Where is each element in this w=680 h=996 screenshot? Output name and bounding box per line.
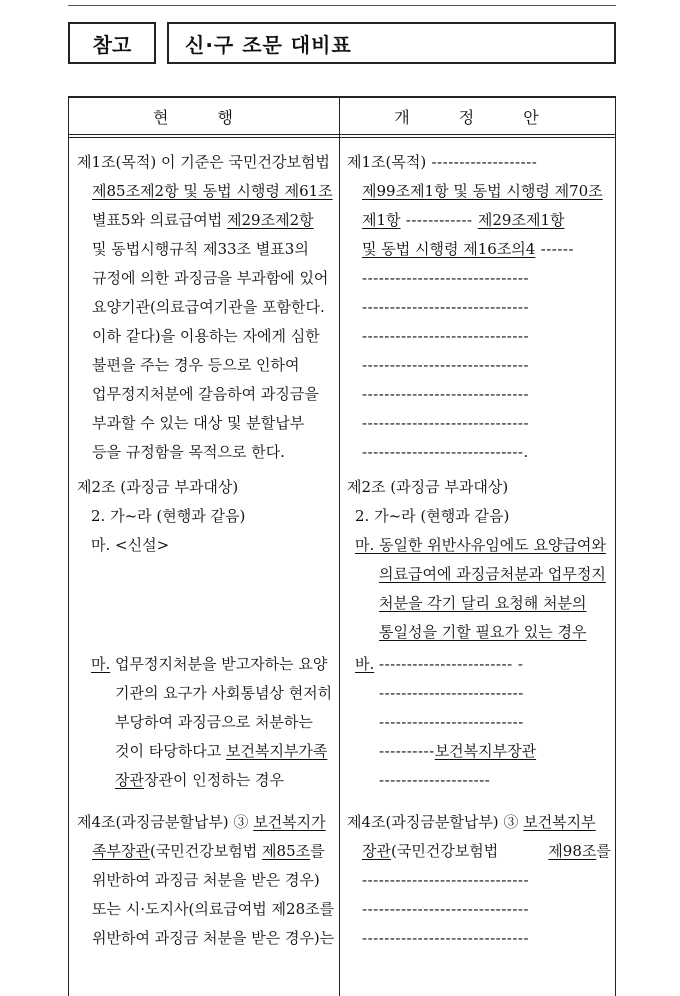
- revised-text-line: 제1조(목적) -------------------: [347, 153, 538, 171]
- column-header-current: 현 행: [153, 107, 255, 127]
- reference-label: 참고: [68, 22, 156, 64]
- current-text-line: 등을 규정함을 목적으로 한다.: [92, 443, 285, 461]
- current-text-line: 이하 같다)을 이용하는 자에게 심한: [92, 327, 320, 345]
- current-text-line: 불편을 주는 경우 등으로 인하여: [92, 356, 300, 374]
- revised-dash-line: --------------------------: [379, 684, 524, 702]
- revised-text-line: 제99조제1항 및 동법 시행령 제70조: [362, 182, 603, 200]
- current-text-line: 마. <신설>: [91, 536, 170, 554]
- top-rule: [68, 0, 616, 6]
- revised-dash-line: --------------------: [379, 771, 491, 789]
- revised-text-line: 제1항 ------------ 제29조제1항: [362, 211, 565, 229]
- current-text-line: 2. 가~라 (현행과 같음): [91, 507, 246, 525]
- current-text-line: 족부장관(국민건강보험법 제85조를: [92, 842, 325, 860]
- current-text-line: 것이 타당하다고 보건복지부가족: [115, 742, 328, 760]
- page-title: 신·구 조문 대비표: [167, 22, 616, 64]
- current-text-line: 요양기관(의료급여기관을 포함한다.: [92, 298, 325, 316]
- current-text-line: 업무정지처분을 받고자하는 요양: [115, 655, 328, 673]
- revised-dash-line: ------------------------------: [362, 871, 530, 889]
- revised-text-line: 장관(국민건강보험법 제98조를: [362, 842, 611, 860]
- revised-dash-line: -----------------------------.: [362, 443, 529, 461]
- current-text-line: 또는 시·도지사(의료급여법 제28조를: [92, 900, 335, 918]
- revised-dash-line: ------------------------------: [362, 385, 530, 403]
- revised-dash-line: ------------------------ -: [379, 655, 524, 673]
- header-rule: [69, 134, 615, 135]
- revised-text-line: 처분을 각기 달리 요청해 처분의: [379, 594, 587, 612]
- column-divider: [339, 98, 340, 996]
- comparison-table: [68, 96, 616, 996]
- revised-text-line: 제4조(과징금분할납부) ③ 보건복지부: [347, 813, 596, 831]
- current-text-line: 기관의 요구가 사회통념상 현저히: [115, 684, 333, 702]
- revised-text-line: ----------보건복지부장관: [379, 742, 537, 760]
- current-text-line: 제4조(과징금분할납부) ③ 보건복지가: [77, 813, 326, 831]
- current-text-line: 별표5와 의료급여법 제29조제2항: [92, 211, 314, 229]
- revised-text-line: 통일성을 기할 필요가 있는 경우: [379, 623, 587, 641]
- current-text-line: 제85조제2항 및 동법 시행령 제61조: [92, 182, 333, 200]
- header-rule-double: [69, 137, 615, 138]
- revised-text-line: 의료급여에 과징금처분과 업무정지: [379, 565, 606, 583]
- revised-dash-line: ------------------------------: [362, 269, 530, 287]
- current-text-line: 업무정지처분에 갈음하여 과징금을: [92, 385, 319, 403]
- revised-dash-line: --------------------------: [379, 713, 524, 731]
- column-header-revised: 개 정 안: [394, 107, 561, 127]
- current-text-line: 및 동법시행규칙 제33조 별표3의: [92, 240, 309, 258]
- revised-dash-line: ------------------------------: [362, 356, 530, 374]
- revised-dash-line: ------------------------------: [362, 298, 530, 316]
- current-text-line: 장관장관이 인정하는 경우: [115, 771, 284, 789]
- revised-dash-line: ------------------------------: [362, 327, 530, 345]
- current-text-line: 제1조(목적) 이 기준은 국민건강보험법: [77, 153, 330, 171]
- current-article-2-title: 제2조 (과징금 부과대상): [77, 478, 239, 496]
- revised-text-line: 2. 가~라 (현행과 같음): [355, 507, 510, 525]
- current-item-label: 마.: [91, 655, 111, 673]
- current-text-line: 위반하여 과징금 처분을 받은 경우)는: [92, 929, 335, 947]
- revised-article-2-title: 제2조 (과징금 부과대상): [347, 478, 509, 496]
- revised-item-label: 바.: [355, 655, 375, 673]
- revised-text-line: 및 동법 시행령 제16조의4 ------: [362, 240, 575, 258]
- revised-dash-line: ------------------------------: [362, 929, 530, 947]
- current-text-line: 부과할 수 있는 대상 및 분할납부: [92, 414, 305, 432]
- current-text-line: 규정에 의한 과징금을 부과함에 있어: [92, 269, 329, 287]
- revised-text-line: 마. 동일한 위반사유임에도 요양급여와: [355, 536, 606, 554]
- revised-dash-line: ------------------------------: [362, 900, 530, 918]
- revised-dash-line: ------------------------------: [362, 414, 530, 432]
- current-text-line: 부당하여 과징금으로 처분하는: [115, 713, 313, 731]
- current-text-line: 위반하여 과징금 처분을 받은 경우): [92, 871, 320, 889]
